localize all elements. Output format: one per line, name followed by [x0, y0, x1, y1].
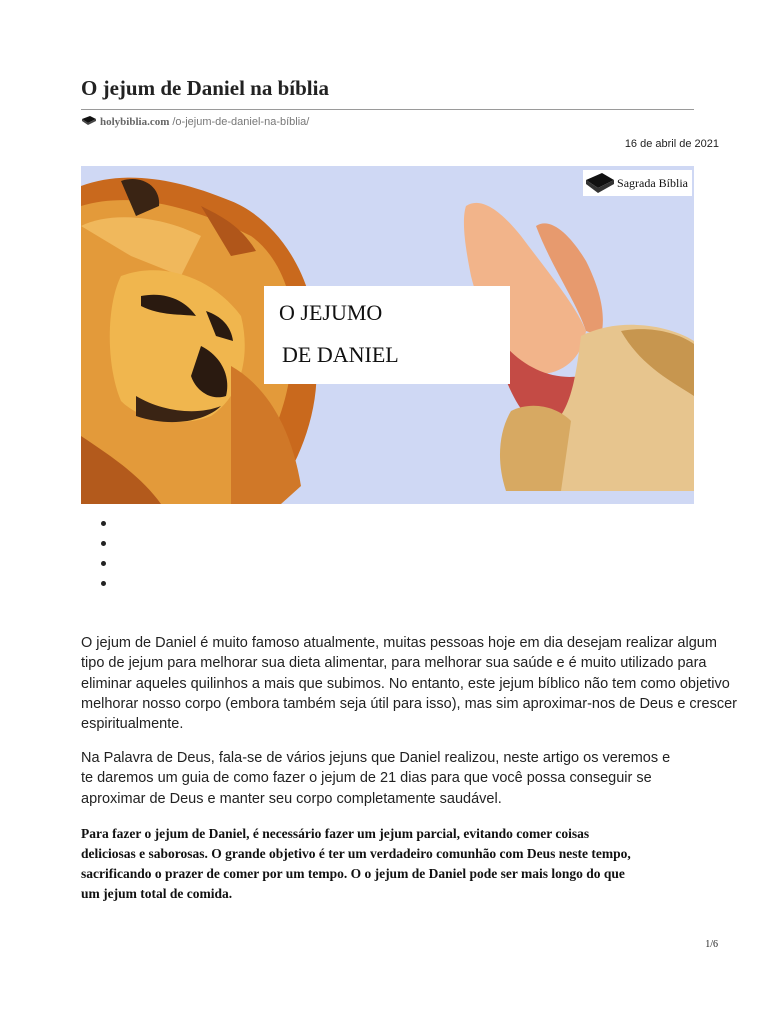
- list-item: [101, 561, 106, 566]
- source-domain[interactable]: holybiblia.com: [100, 116, 170, 128]
- hero-title-line1: O JEJUMO: [279, 300, 383, 325]
- hero-image: [81, 166, 694, 504]
- list-item: [101, 581, 106, 586]
- page-number: 1/6: [705, 939, 718, 950]
- empty-bullet-list: [101, 521, 106, 601]
- bible-book-icon: [81, 115, 97, 129]
- hero-badge: [583, 170, 692, 196]
- list-item: [101, 521, 106, 526]
- body-paragraph-bold: Para fazer o jejum de Daniel, é necessário fazer um jejum parcial, evitando comer coisas deliciosas e saborosas. O grande objetivo é ter um verdadeiro comunhão com Deus neste tempo, sacrificando o prazer de comer por um tempo. O o jejum de Daniel pode ser mais longo do que um jejum total de comida.: [81, 826, 631, 901]
- page-title: O jejum de Daniel na bíblia: [81, 76, 329, 100]
- body-paragraph: Na Palavra de Deus, fala-se de vários jejuns que Daniel realizou, neste artigo os veremos e te daremos um guia de como fazer o jejum de 21 dias para que você possa conseguir se aproximar de Deus e manter seu corpo completamente saudável.: [81, 750, 671, 807]
- body-paragraph: O jejum de Daniel é muito famoso atualmente, muitas pessoas hoje em dia desejam realizar algum tipo de jejum para melhorar sua dieta alimentar, para melhorar sua saúde e é muito utilizado para eliminar aqueles quilinhos a mais que subimos. No entanto, este jejum bíblico não tem como objetivo melhorar nosso corpo (embora também seja útil para isso), mas sim aproximar-nos de Deus e crescer espiritualmente.: [81, 635, 737, 733]
- hero-title-line2: DE DANIEL: [282, 342, 399, 367]
- publish-date: 16 de abril de 2021: [624, 138, 719, 150]
- hero-title-box: [264, 286, 510, 384]
- source-url[interactable]: [81, 115, 309, 129]
- title-divider: [81, 109, 694, 110]
- badge-text: Sagrada Bíblia: [617, 175, 688, 190]
- list-item: [101, 541, 106, 546]
- source-path[interactable]: /o-jejum-de-daniel-na-bíblia/: [172, 116, 310, 128]
- bible-book-icon: [585, 172, 615, 194]
